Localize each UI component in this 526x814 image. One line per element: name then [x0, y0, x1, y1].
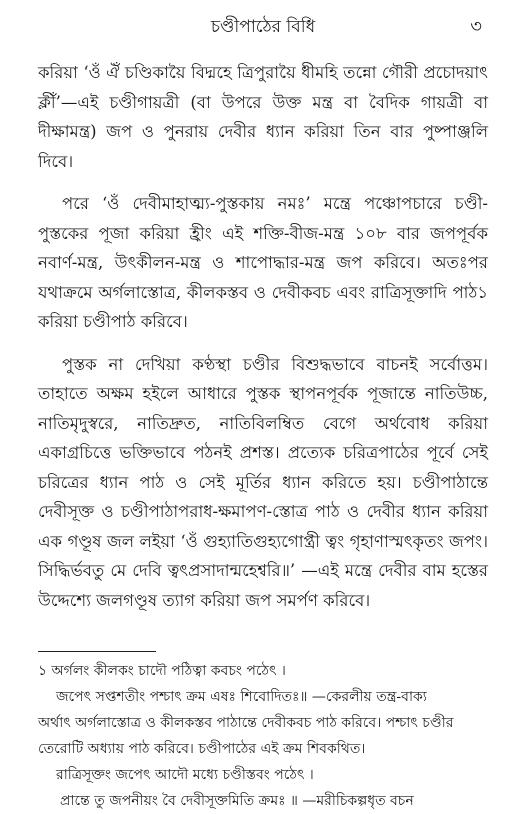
footnote-divider [38, 651, 156, 652]
footnote-line: জপেৎ সপ্তশতীং পশ্চাৎ ক্রম এষঃ শিবোদিতঃ॥ —কেরলীয় তন্ত্র-বাক্য [56, 689, 427, 705]
running-title: চণ্ডীপাঠের বিধি [210, 17, 316, 37]
page-number: ৩ [470, 16, 482, 37]
running-head [38, 14, 488, 40]
footnote-line: রাত্রিসূক্তং জপেৎ আদৌ মধ্যে চণ্ডীস্তবং পঠেৎ । [56, 767, 314, 783]
paragraph: পুস্তক না দেখিয়া কণ্ঠস্থা চণ্ডীর বিশুদ্ধভাবে বাচনই সর্বোত্তম। তাহাতে অক্ষম হইলে আধারে পুস্তক স্থাপনপূর্বক পূজান্তে নাতিউচ্চ, নাতিমৃদুস্বরে, নাতিদ্রুত, নাতিবিলম্বিত বেগে অর্থবোধ করিয়া একাগ্রচিত্তে ভক্তিভাবে পঠনই প্রশস্ত। প্রত্যেক চরিত্রপাঠের পূর্বে সেই চরিত্রের ধ্যান পাঠ ও সেই মূর্তির ধ্যান করিতে হয়। চণ্ডীপাঠান্তে দেবীসূক্ত ও চণ্ডীপাঠাপরাধ-ক্ষমাপণ-স্তোত্র পাঠ ও দেবীর ধ্যান করিয়া এক গণ্ডূষ জল লইয়া ‘ওঁ গুহ্যাতিগুহ্যগোপ্ত্রী ত্বং গৃহাণাস্মৎকৃতং জপং। সিদ্ধির্ভবতু মে দেবি ত্বৎপ্রসাদান্মহেশ্বরি॥’ —এই মন্ত্রে দেবীর বাম হস্তের উদ্দেশ্যে জলগণ্ডূষ ত্যাগ করিয়া জপ সমর্পণ করিবে। [38, 354, 488, 610]
footnote-line: ১ অর্গলং কীলকং চাদৌ পঠিত্বা কবচং পঠেৎ । [38, 663, 286, 679]
main-text [38, 58, 488, 615]
paragraph: পরে ‘ওঁ দেবীমাহাত্ম্য-পুস্তকায় নমঃ’ মন্ত্রে পঞ্চোপচারে চণ্ডী-পুস্তকের পূজা করিয়া হ্রীং এই শক্তি-বীজ-মন্ত্র ১০৮ বার জপপূর্বক নবার্ণ-মন্ত্র, উৎকীলন-মন্ত্র ও শাপোদ্ধার-মন্ত্র জপ করিবে। অতঃপর যথাক্রমে অর্গলাস্তোত্র, কীলকস্তব ও দেবীকবচ এবং রাত্রিসূক্তাদি পাঠ১ করিয়া চণ্ডীপাঠ করিবে। [38, 194, 488, 331]
paragraph: করিয়া ‘ওঁ ঐঁ চণ্ডিকায়ৈ বিদ্মহে ত্রিপুরায়ৈ ধীমহি তন্নো গৌরী প্রচোদয়াৎ ক্লীঁ’—এই চণ্ডীগায়ত্রী (বা উপরে উক্ত মন্ত্র বা বৈদিক গায়ত্রী বা দীক্ষামন্ত্র) জপ ও পুনরায় দেবীর ধ্যান করিয়া তিন বার পুষ্পাঞ্জলি দিবে। [38, 63, 488, 171]
footnote-line: অর্থাৎ অর্গলাস্তোত্র ও কীলকস্তব পাঠান্তে দেবীকবচ পাঠ করিবে। পশ্চাৎ চণ্ডীর তেরোটি অধ্যায় পাঠ করিবে। চণ্ডীপাঠের এই ক্রম শিবকথিত। [38, 715, 454, 757]
footnotes [38, 658, 488, 814]
footnote-line: প্রান্তে তু জপনীয়ং বৈ দেবীসূক্তমিতি ক্রমঃ ॥ —মরীচিকল্পধৃত বচন [60, 793, 414, 809]
